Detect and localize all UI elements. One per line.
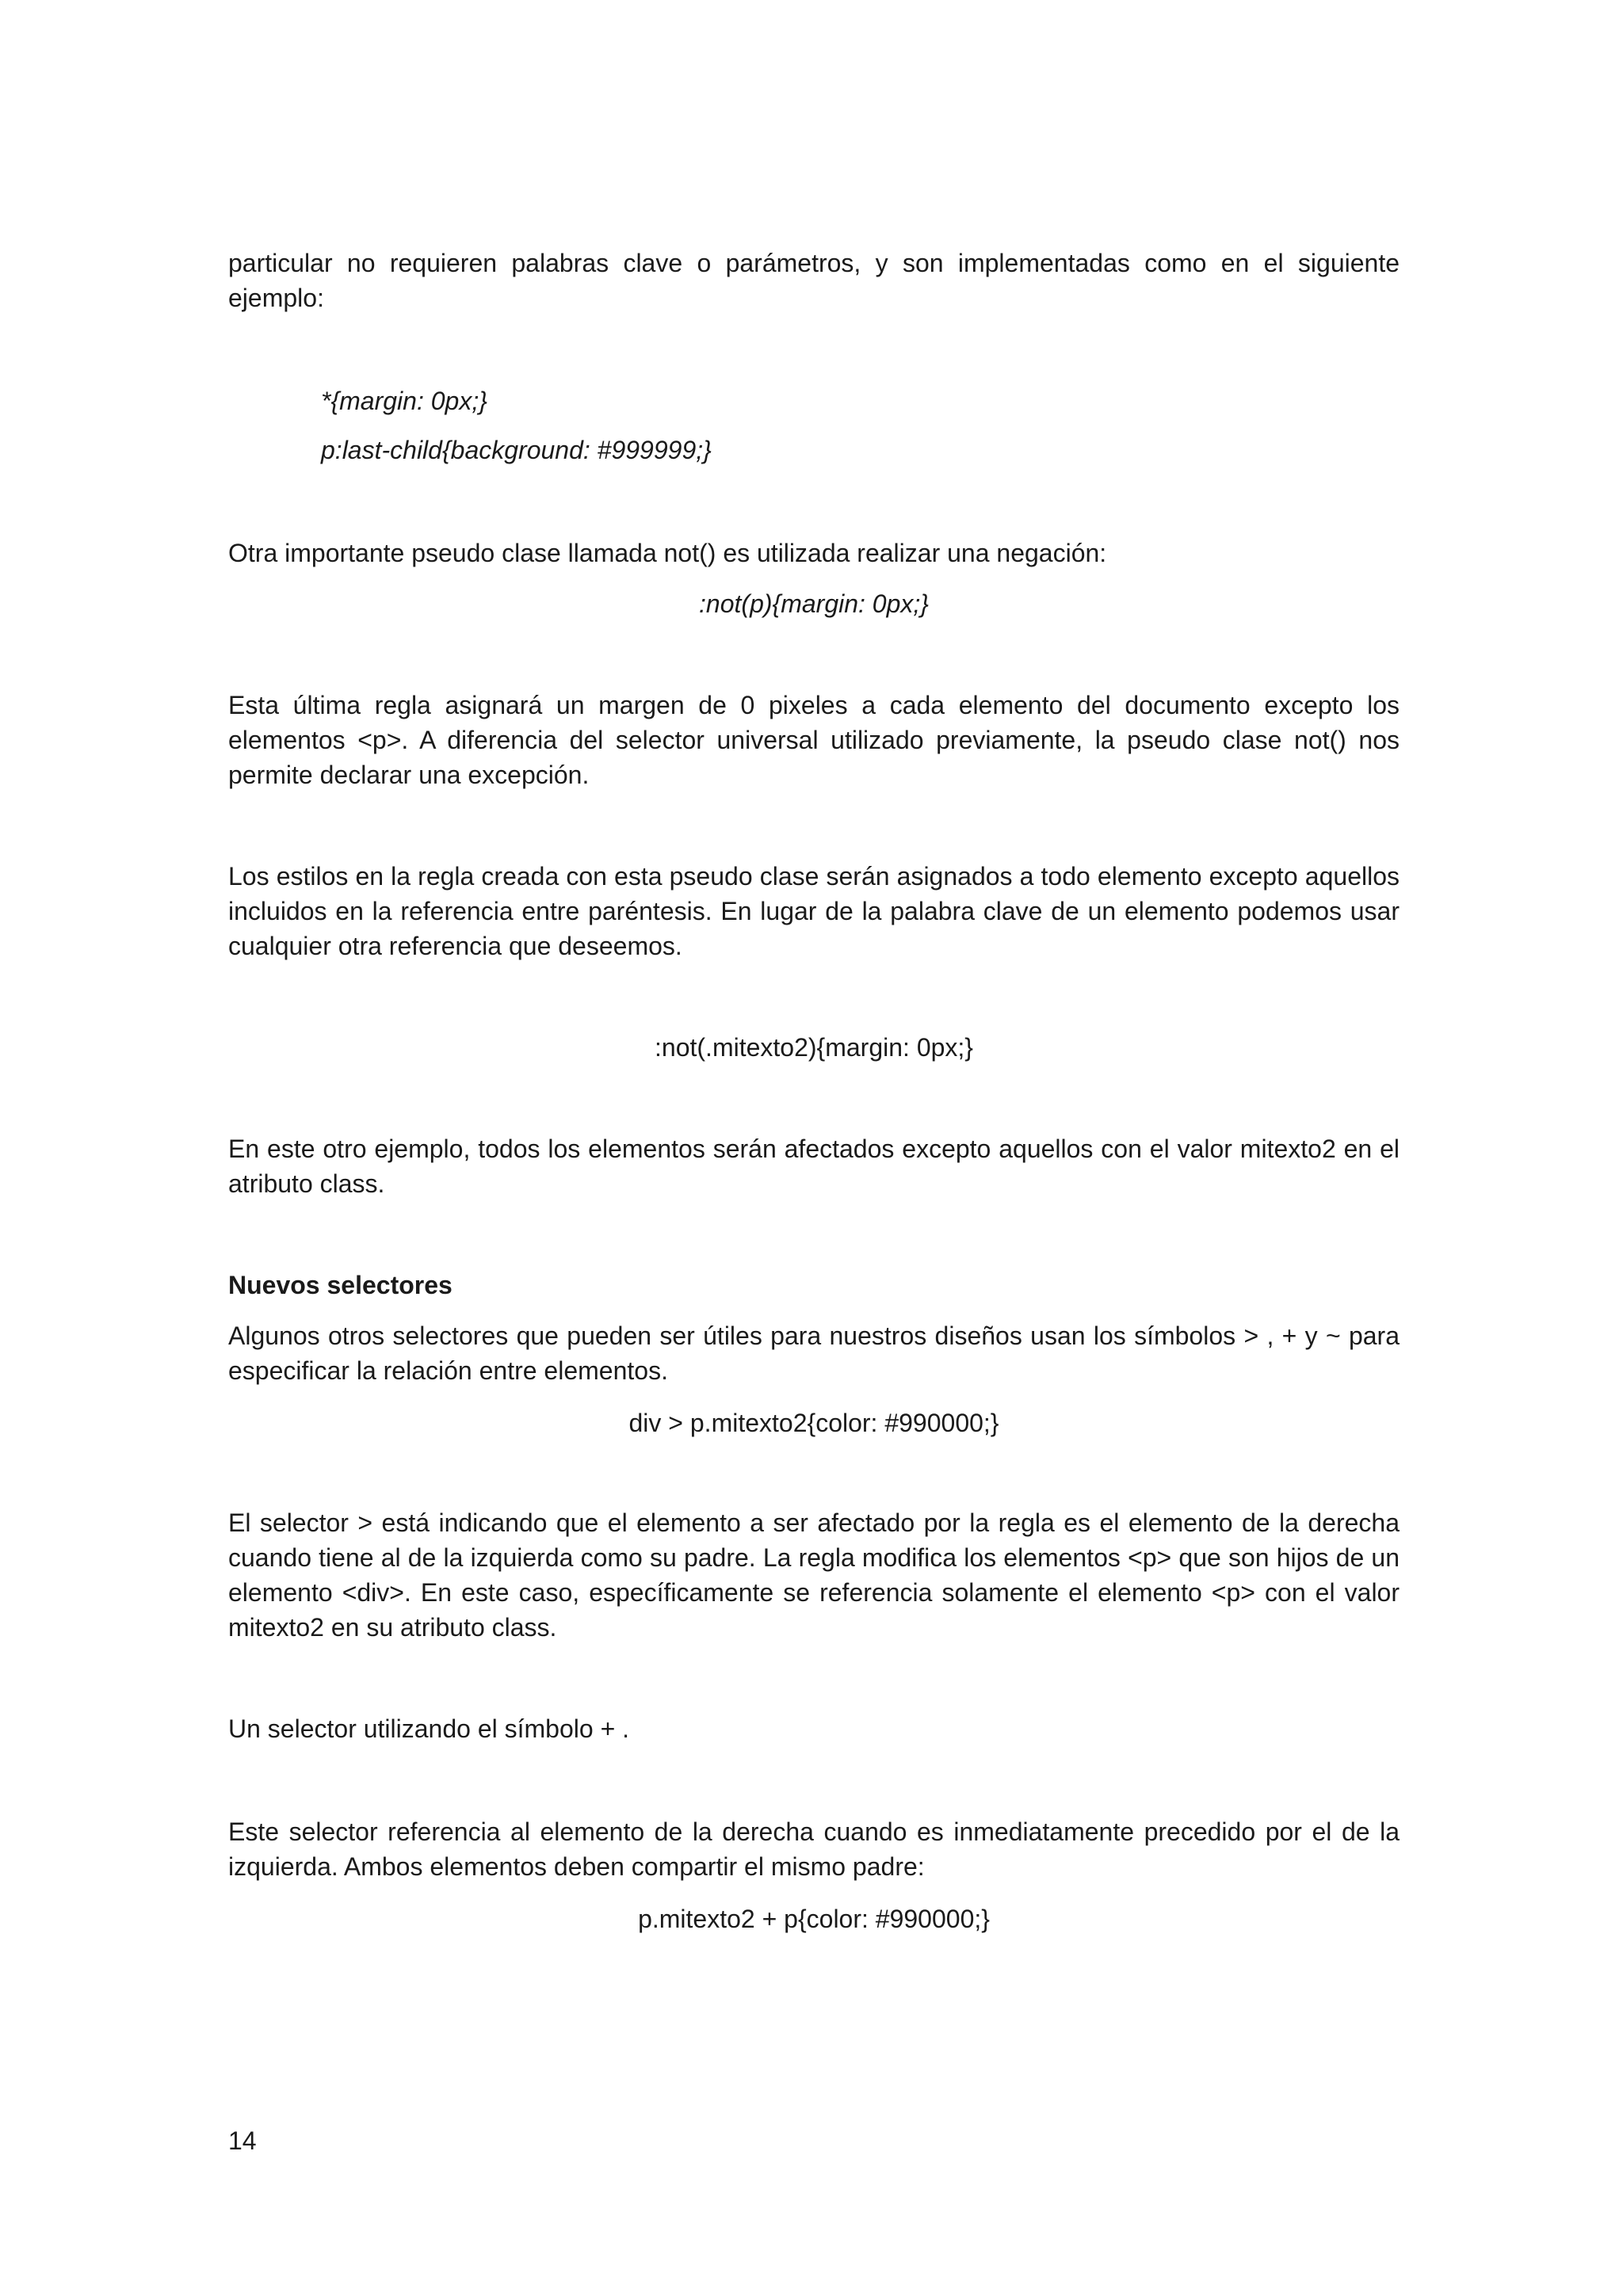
paragraph-not-explanation: Esta última regla asignará un margen de 0 pixeles a cada elemento del documento excepto los elementos <p>. A diferencia del selector universal utilizado previamente, la pseudo clase not() nos permite declarar una excepción.	[228, 691, 1400, 789]
paragraph-intro: particular no requieren palabras clave o parámetros, y son implementadas como en el siguiente ejemplo:	[228, 249, 1400, 312]
paragraph-plus-explanation: Este selector referencia al elemento de la derecha cuando es inmediatamente precedido por el de la izquierda. Ambos elementos deben compartir el mismo padre:	[228, 1817, 1400, 1881]
paragraph-not-intro: Otra importante pseudo clase llamada not() es utilizada realizar una negación:	[228, 539, 1107, 567]
code-last-child: p:last-child{background: #999999;}	[321, 436, 712, 464]
section-heading: Nuevos selectores	[228, 1271, 453, 1299]
code-not-p: :not(p){margin: 0px;}	[699, 589, 929, 618]
code-universal-margin: *{margin: 0px;}	[321, 387, 487, 415]
paragraph-new-selectors: Algunos otros selectores que pueden ser útiles para nuestros diseños usan los símbolos > , + y ~ para especificar la relación entre elementos.	[228, 1322, 1400, 1385]
paragraph-child-selector: El selector > está indicando que el elemento a ser afectado por la regla es el elemento de la derecha cuando tiene al de la izquierda como su padre. La regla modifica los elementos <p> que son hijos de un elemento <div>. En este caso, específicamente se referencia solamente el elemento <p> con el valor mitexto2 en su atributo class.	[228, 1508, 1400, 1642]
code-not-class: :not(.mitexto2){margin: 0px;}	[655, 1033, 973, 1062]
paragraph-not-class-explanation: En este otro ejemplo, todos los elementos serán afectados excepto aquellos con el valor mitexto2 en el atributo class.	[228, 1135, 1400, 1198]
paragraph-plus-selector: Un selector utilizando el símbolo + .	[228, 1714, 630, 1743]
page-number: 14	[228, 2126, 257, 2155]
paragraph-not-styles: Los estilos en la regla creada con esta pseudo clase serán asignados a todo elemento excepto aquellos incluidos en la referencia entre paréntesis. En lugar de la palabra clave de un elemento podemos usar cualquier otra referencia que deseemos.	[228, 862, 1400, 960]
code-adjacent-selector: p.mitexto2 + p{color: #990000;}	[638, 1905, 990, 1933]
code-child-selector: div > p.mitexto2{color: #990000;}	[628, 1409, 999, 1437]
